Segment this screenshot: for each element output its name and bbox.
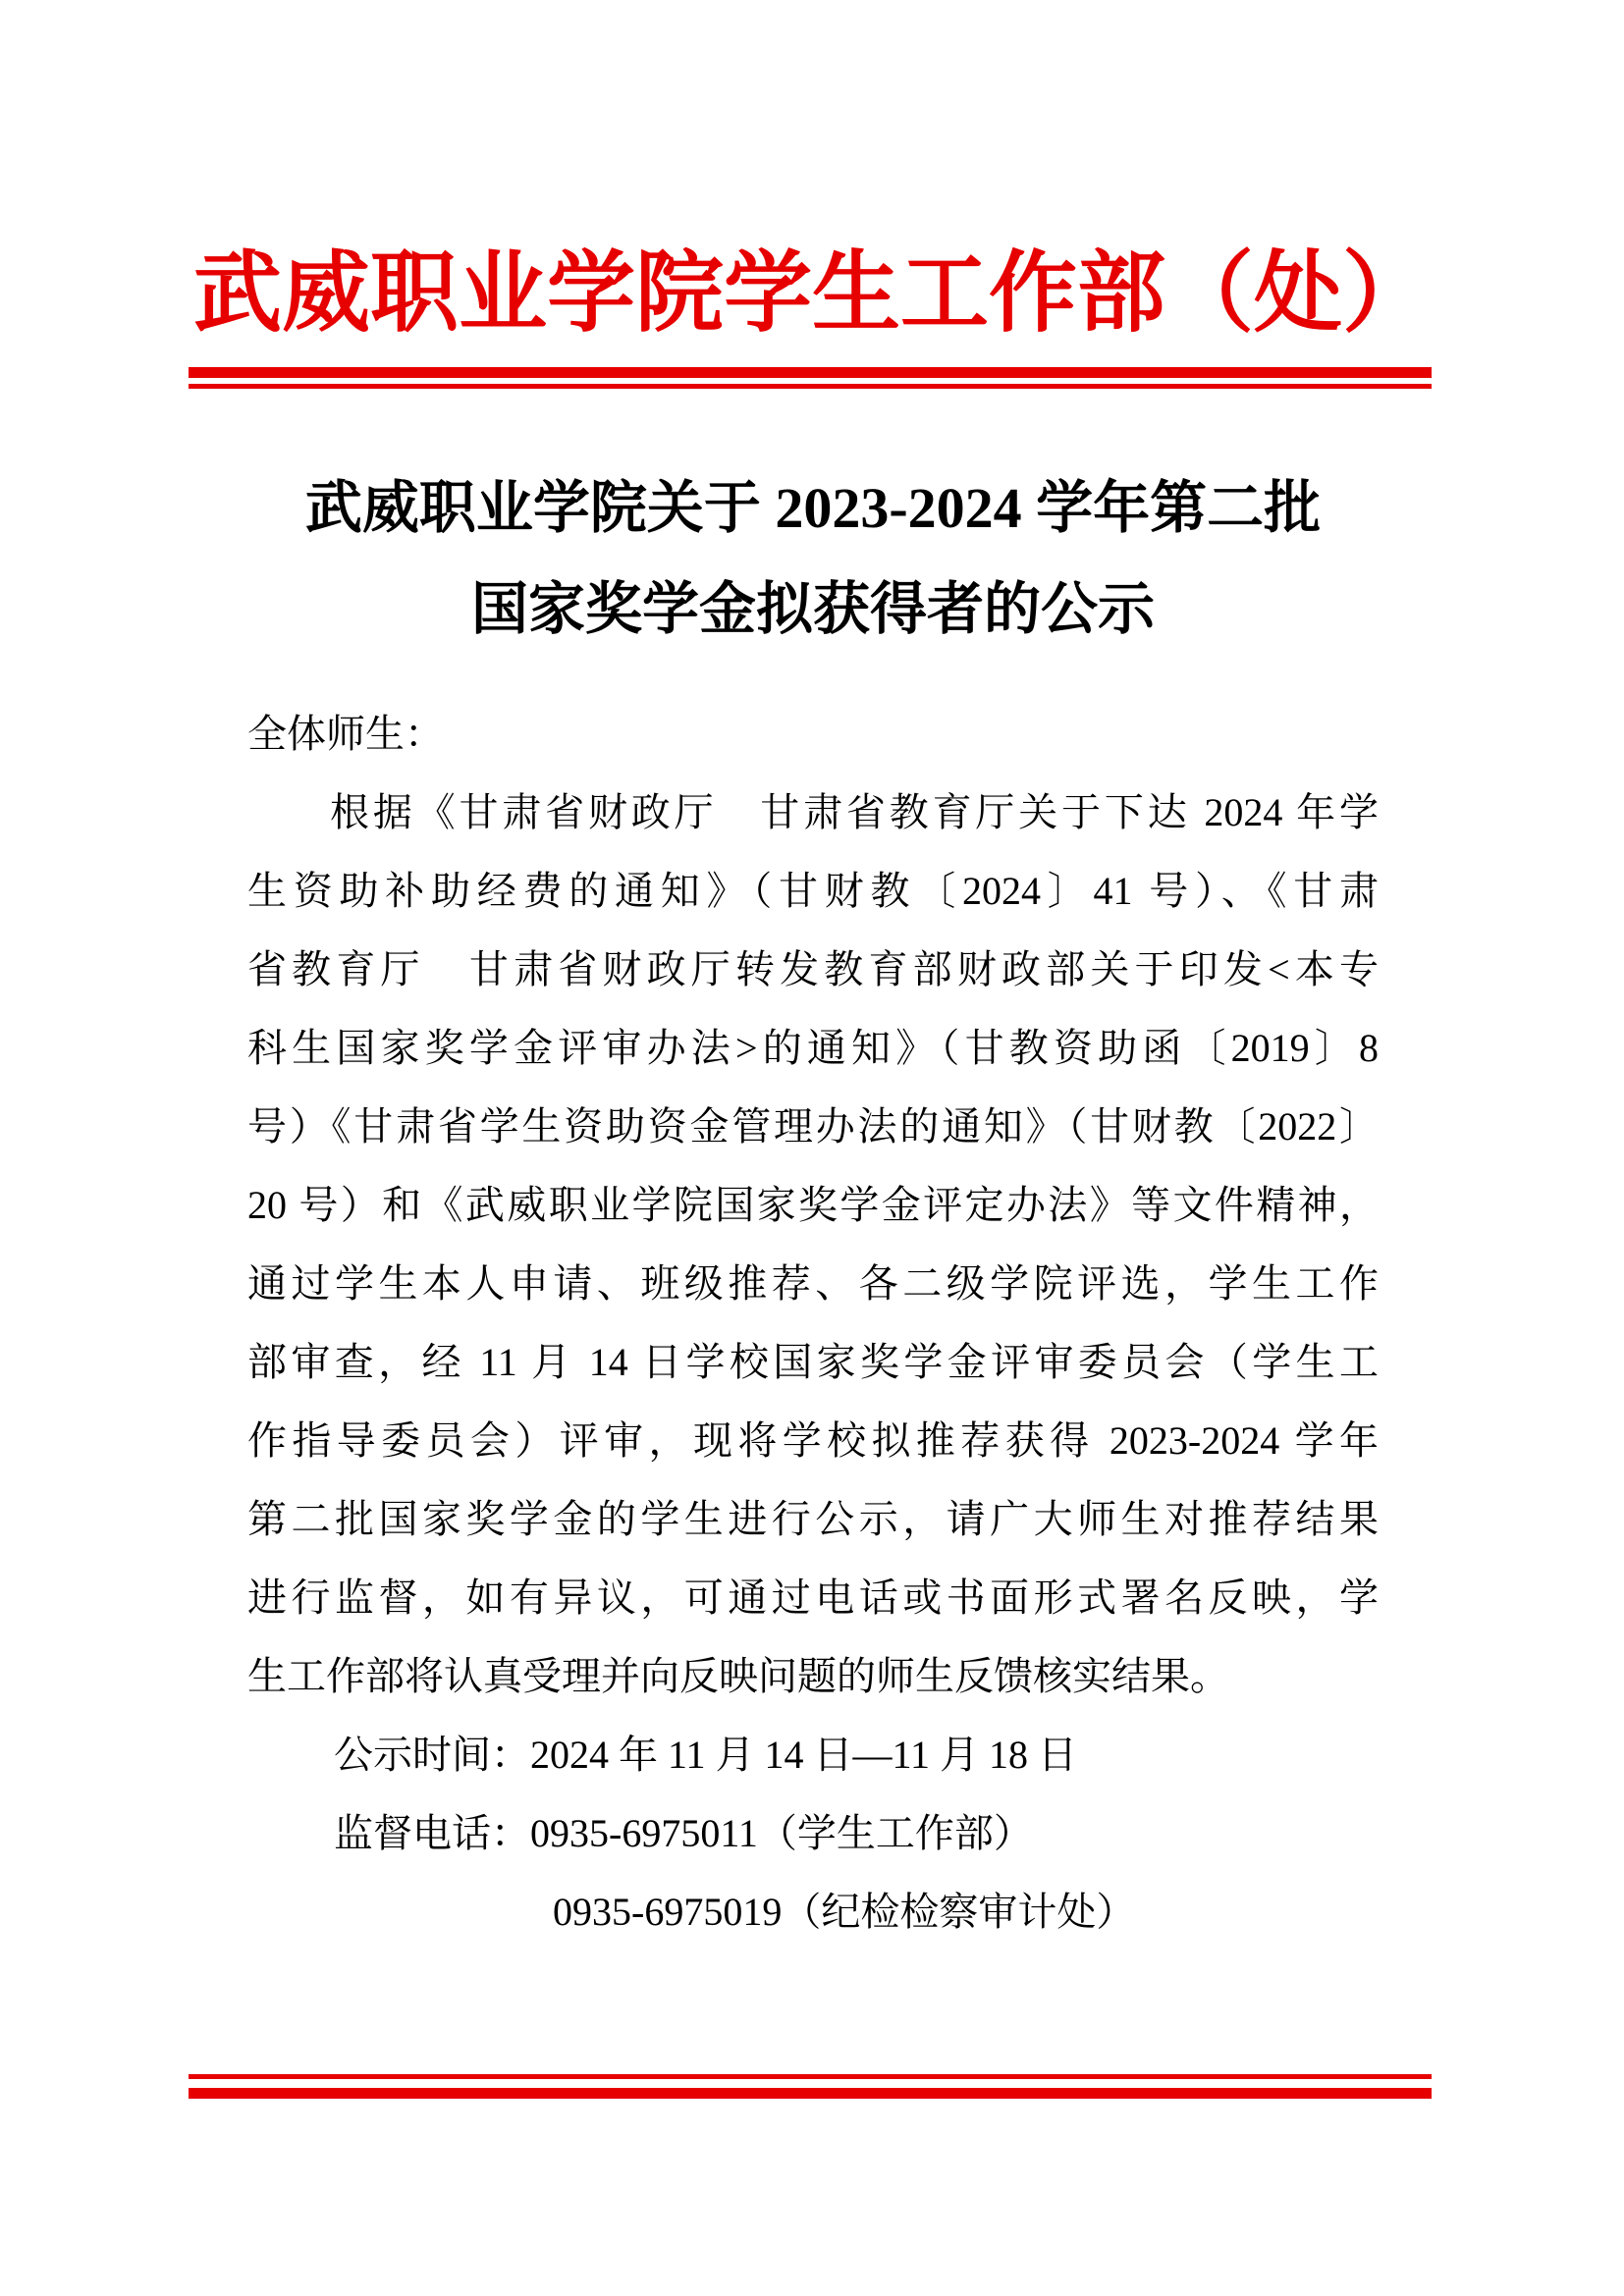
body-text-line: 监督电话：0935-6975011（学生工作部） <box>334 1811 1033 1855</box>
notice-title <box>247 457 1379 660</box>
notice-title-line2: 国家奖学金拟获得者的公示 <box>470 577 1155 641</box>
footer-rule-thin <box>189 2074 1432 2079</box>
notice-title-line1: 武威职业学院关于 2023-2024 学年第二批 <box>304 476 1322 540</box>
notice-body <box>247 695 1379 1951</box>
body-text-line: 20 号）和《武威职业学院国家奖学金评定办法》等文件精神， <box>247 1183 1379 1227</box>
body-text-line: 根据《甘肃省财政厅 甘肃省教育厅关于下达 2024 年学 <box>330 790 1379 834</box>
body-text-line: 通过学生本人申请、班级推荐、各二级学院评选，学生工作 <box>247 1261 1379 1306</box>
header-rule-thin <box>189 384 1432 389</box>
body-text-line: 科生国家奖学金评审办法>的通知》（甘教资助函〔2019〕8 <box>247 1026 1379 1070</box>
body-text-line: 生资助补助经费的通知》（甘财教〔2024〕41 号）、《甘肃 <box>247 869 1379 913</box>
body-text-line: 省教育厅 甘肃省财政厅转发教育部财政部关于印发<本专 <box>247 947 1379 991</box>
body-text-line: 作指导委员会）评审，现将学校拟推荐获得 2023-2024 学年 <box>247 1418 1379 1463</box>
body-text-line: 部审查，经 11 月 14 日学校国家奖学金评审委员会（学生工 <box>247 1340 1379 1384</box>
body-text-line: 号）《甘肃省学生资助资金管理办法的通知》（甘财教〔2022〕 <box>247 1104 1379 1148</box>
body-text-line: 全体师生： <box>247 712 444 756</box>
body-text-line: 进行监督，如有异议，可通过电话或书面形式署名反映，学 <box>247 1575 1379 1620</box>
body-text-line: 生工作部将认真受理并向反映问题的师生反馈核实结果。 <box>247 1654 1229 1698</box>
body-text-line: 公示时间：2024 年 11 月 14 日—11 月 18 日 <box>334 1733 1078 1777</box>
body-text-line: 第二批国家奖学金的学生进行公示，请广大师生对推荐结果 <box>247 1497 1379 1541</box>
letterhead-org-name: 武威职业学院学生工作部（处） <box>193 245 1431 343</box>
footer-rule-thick <box>189 2088 1432 2099</box>
header-rule-thick <box>189 367 1432 378</box>
body-text-line: 0935-6975019（纪检检察审计处） <box>553 1890 1136 1934</box>
